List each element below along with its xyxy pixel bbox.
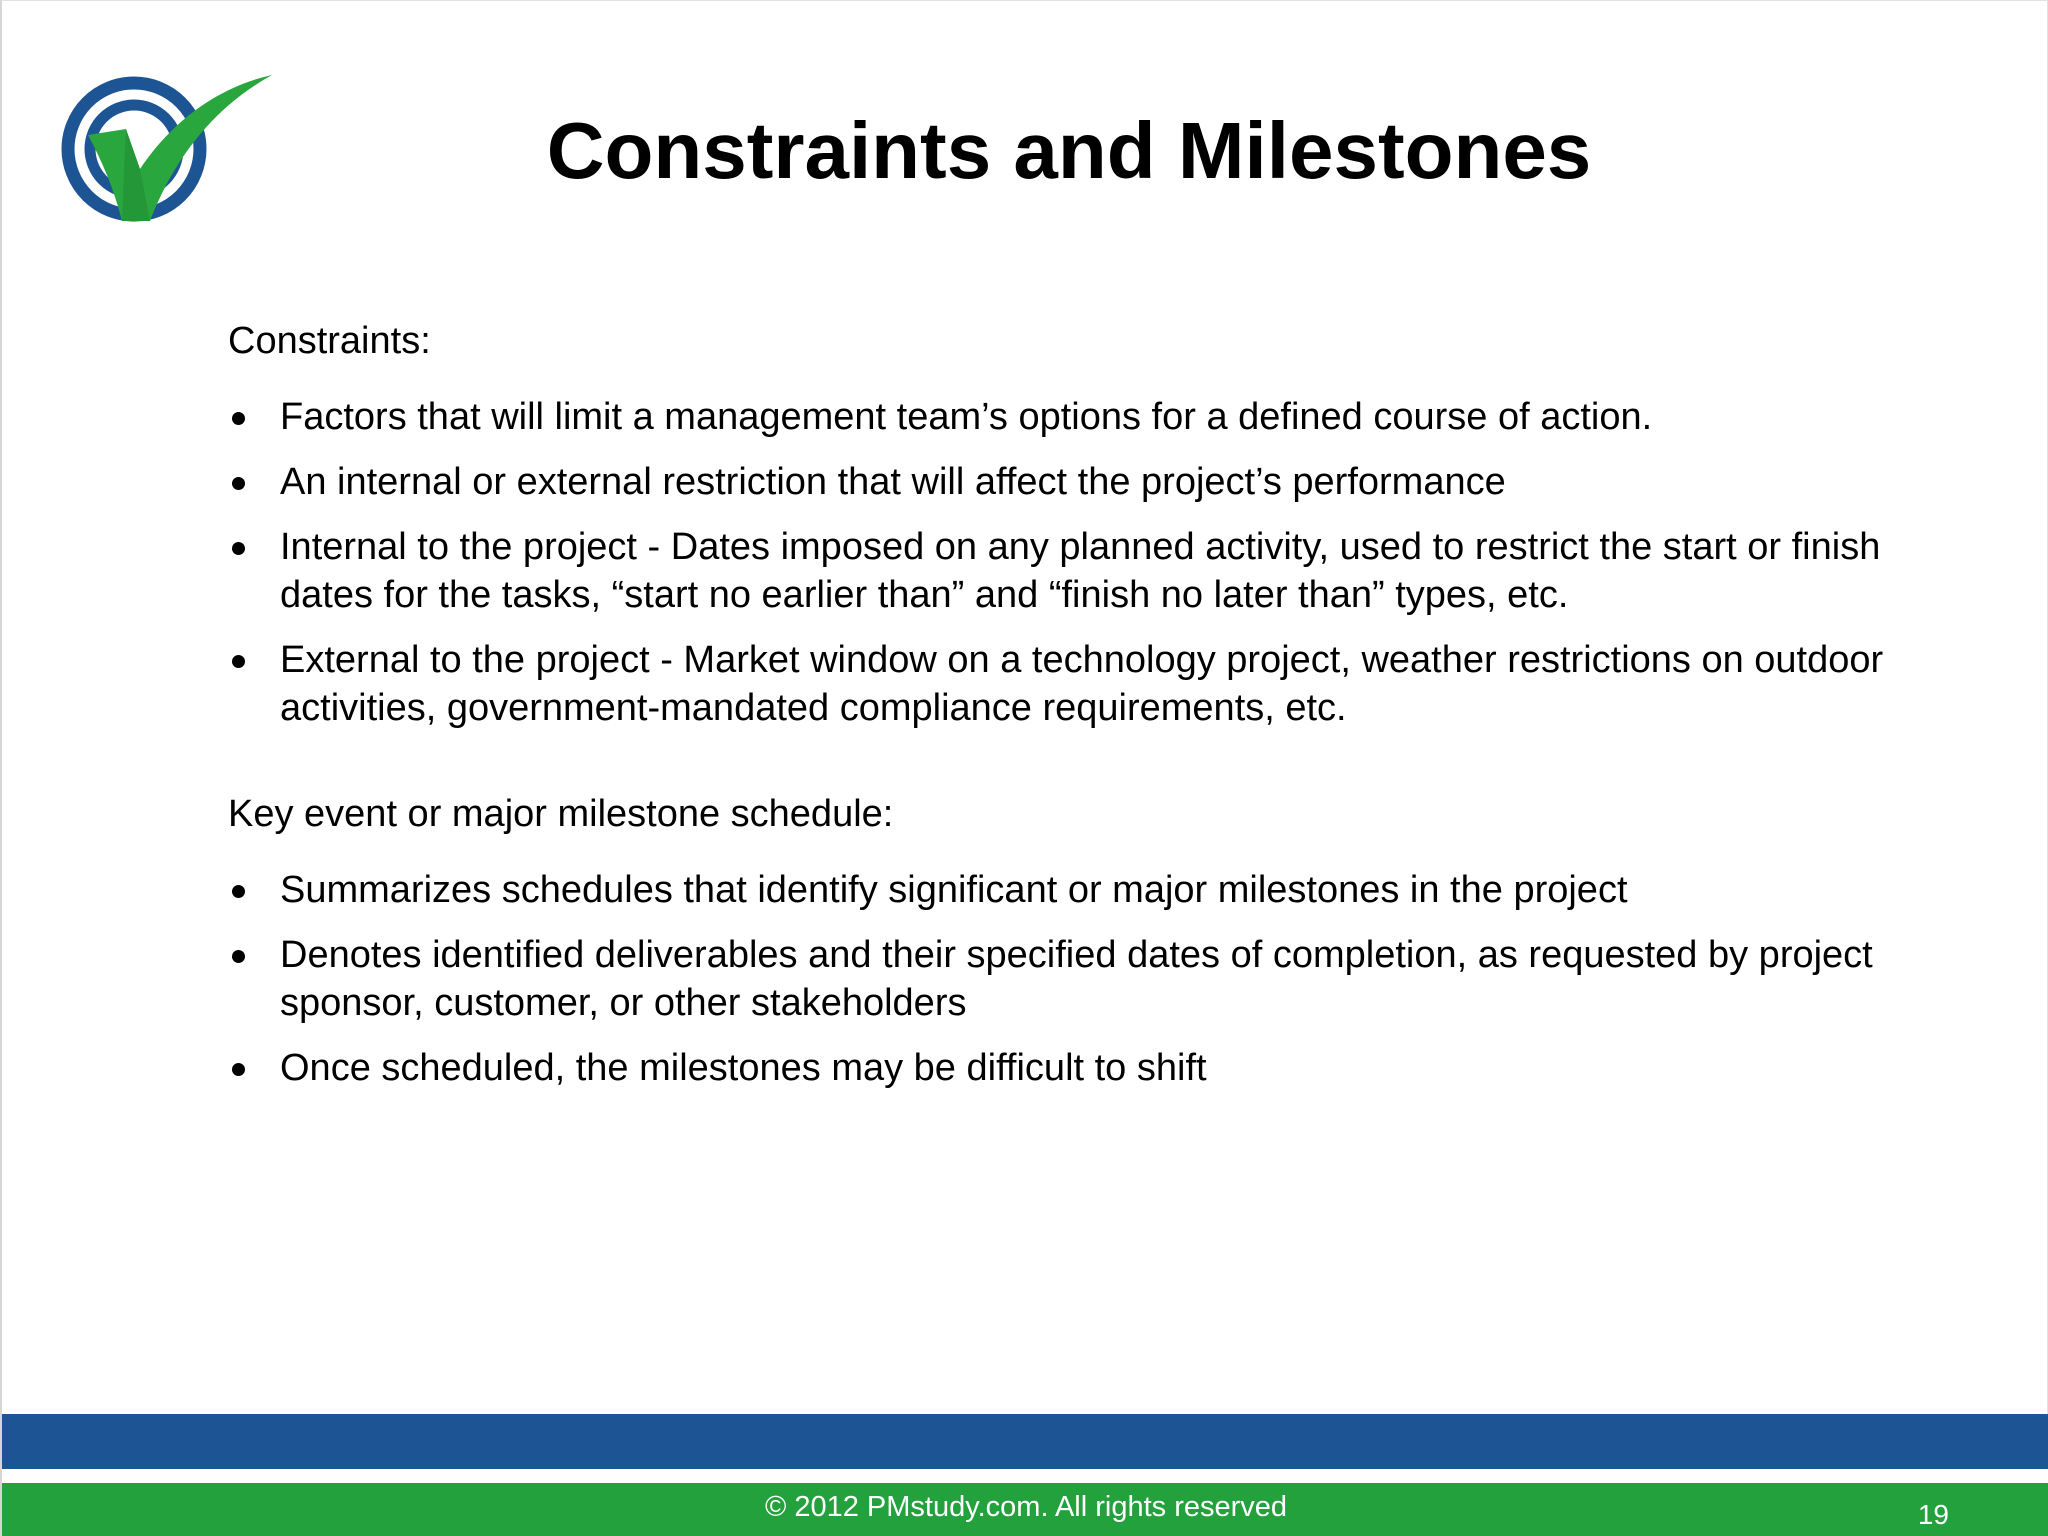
- bullet-icon: [232, 1063, 245, 1076]
- bullet-icon: [232, 950, 245, 963]
- bullet-icon: [232, 885, 245, 898]
- section-heading-constraints: Constraints:: [228, 320, 431, 362]
- bullet-item: [228, 523, 1968, 619]
- section-heading-milestones: Key event or major milestone schedule:: [228, 793, 894, 835]
- bullet-text: External to the project - Market window on a technology project, weather restrictions on outdoor activities, government-mandated compliance requirements, etc.: [280, 639, 1884, 729]
- bullet-icon: [232, 542, 245, 555]
- bullet-item: [228, 458, 1968, 506]
- bullet-text: Denotes identified deliverables and their specified dates of completion, as requested by project sponsor, customer, or other stakeholders: [280, 934, 1873, 1024]
- milestones-bullet-list: [228, 866, 1968, 1092]
- page-number: 19: [1917, 1499, 1949, 1530]
- footer-blue-band: [2, 1414, 2048, 1469]
- bullet-item: [228, 393, 1968, 441]
- bullet-item: [228, 1044, 1968, 1092]
- bullet-text: Once scheduled, the milestones may be difficult to shift: [280, 1047, 1207, 1089]
- bullet-text: Summarizes schedules that identify significant or major milestones in the project: [280, 869, 1628, 911]
- bullet-item: [228, 866, 1968, 914]
- bullet-text: An internal or external restriction that will affect the project’s performance: [280, 461, 1506, 503]
- footer-divider: [2, 1469, 2048, 1483]
- slide-title: Constraints and Milestones: [546, 106, 1592, 195]
- footer-copyright: © 2012 PMstudy.com. All rights reserved: [764, 1491, 1288, 1523]
- bullet-item: [228, 636, 1968, 732]
- slide-content: [228, 317, 1968, 1109]
- bullet-icon: [232, 477, 245, 490]
- bullet-text: Internal to the project - Dates imposed on any planned activity, used to restrict the start or finish dates for the tasks, “start no earlier than” and “finish no later than” types, etc.: [280, 526, 1881, 616]
- constraints-bullet-list: [228, 393, 1968, 732]
- bullet-text: Factors that will limit a management team’s options for a defined course of action.: [280, 396, 1653, 438]
- bullet-item: [228, 931, 1968, 1027]
- bullet-icon: [232, 412, 245, 425]
- bullet-icon: [232, 655, 245, 668]
